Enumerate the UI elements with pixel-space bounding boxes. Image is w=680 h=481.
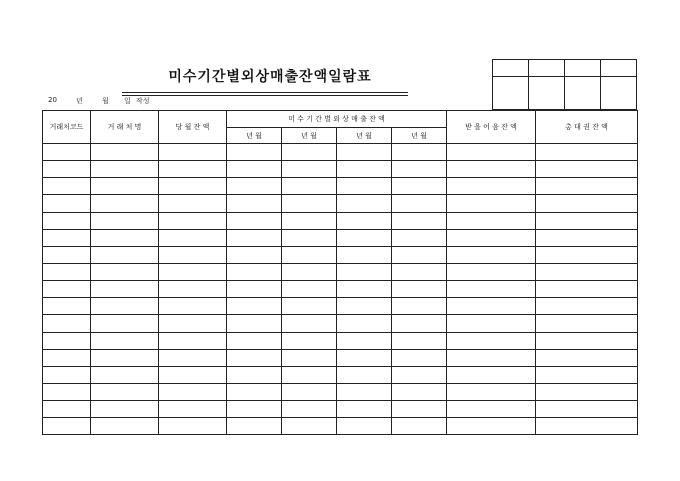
table-cell (43, 212, 91, 229)
table-cell (536, 281, 638, 298)
table-cell (447, 349, 536, 366)
table-cell (227, 212, 282, 229)
approval-box (492, 59, 637, 110)
table-cell (337, 212, 392, 229)
table-cell (282, 349, 337, 366)
table-cell (91, 161, 159, 178)
document-title: 미수기간별외상매출잔액일람표 (168, 69, 372, 85)
table-cell (536, 315, 638, 332)
table-cell (227, 178, 282, 195)
table-cell (227, 161, 282, 178)
table-cell (447, 246, 536, 263)
table-cell (282, 212, 337, 229)
table-cell (159, 212, 227, 229)
table-cell (91, 418, 159, 435)
table-cell (91, 349, 159, 366)
table-cell (43, 418, 91, 435)
table-cell (159, 383, 227, 400)
table-cell (337, 401, 392, 418)
table-cell (282, 315, 337, 332)
table-cell (282, 281, 337, 298)
table-cell (227, 315, 282, 332)
table-cell (159, 246, 227, 263)
table-cell (91, 263, 159, 280)
table-cell (447, 332, 536, 349)
table-cell (536, 366, 638, 383)
table-cell (536, 263, 638, 280)
table-cell (536, 332, 638, 349)
header-period-col: 년 월 (392, 128, 447, 144)
table-cell (337, 366, 392, 383)
table-cell (43, 161, 91, 178)
table-cell (227, 229, 282, 246)
table-cell (536, 212, 638, 229)
table-cell (536, 298, 638, 315)
table-cell (536, 144, 638, 161)
table-cell (91, 401, 159, 418)
table-cell (43, 178, 91, 195)
table-row (43, 332, 638, 349)
table-cell (392, 332, 447, 349)
approval-cell (565, 77, 601, 110)
date-year-prefix: 20 (48, 96, 57, 104)
table-cell (43, 401, 91, 418)
table-cell (337, 315, 392, 332)
table-cell (91, 212, 159, 229)
table-row (43, 383, 638, 400)
table-cell (392, 418, 447, 435)
table-row (43, 281, 638, 298)
table-cell (43, 229, 91, 246)
table-cell (282, 178, 337, 195)
table-cell (392, 298, 447, 315)
table-cell (337, 332, 392, 349)
table-cell (91, 144, 159, 161)
table-row (43, 315, 638, 332)
table-cell (159, 332, 227, 349)
table-cell (337, 195, 392, 212)
table-cell (447, 161, 536, 178)
table-cell (337, 281, 392, 298)
table-row (43, 178, 638, 195)
receivables-table (42, 110, 638, 435)
table-row (43, 418, 638, 435)
table-cell (447, 195, 536, 212)
table-cell (43, 366, 91, 383)
table-row (43, 349, 638, 366)
table-cell (43, 281, 91, 298)
table-cell (159, 315, 227, 332)
table-cell (282, 383, 337, 400)
date-day-label: 일 (124, 97, 131, 105)
table-cell (159, 263, 227, 280)
table-cell (159, 281, 227, 298)
table-cell (337, 246, 392, 263)
approval-cell (493, 60, 529, 77)
table-cell (392, 383, 447, 400)
header-client-code: 거래처코드 (43, 111, 91, 144)
table-cell (536, 178, 638, 195)
table-cell (159, 366, 227, 383)
header-client-name: 거 래 처 명 (91, 111, 159, 144)
table-cell (392, 349, 447, 366)
table-row (43, 298, 638, 315)
table-cell (447, 144, 536, 161)
table-cell (91, 315, 159, 332)
table-cell (392, 246, 447, 263)
table-cell (159, 401, 227, 418)
table-cell (227, 246, 282, 263)
date-written-label: 작성 (136, 97, 150, 105)
table-cell (91, 195, 159, 212)
table-cell (227, 263, 282, 280)
table-cell (392, 144, 447, 161)
table-cell (43, 315, 91, 332)
table-cell (227, 366, 282, 383)
table-cell (43, 144, 91, 161)
table-cell (159, 349, 227, 366)
table-cell (392, 161, 447, 178)
table-cell (282, 229, 337, 246)
header-month-balance: 당 월 잔 액 (159, 111, 227, 144)
table-cell (91, 178, 159, 195)
table-cell (43, 332, 91, 349)
table-cell (447, 418, 536, 435)
table-row (43, 263, 638, 280)
header-period-group: 미 수 기 간 별 외 상 매 출 잔 액 (227, 111, 447, 128)
table-cell (282, 418, 337, 435)
table-cell (43, 298, 91, 315)
table-cell (536, 401, 638, 418)
table-cell (337, 178, 392, 195)
table-cell (536, 246, 638, 263)
table-cell (447, 212, 536, 229)
table-row (43, 246, 638, 263)
table-body (43, 144, 638, 435)
table-cell (43, 383, 91, 400)
table-cell (91, 366, 159, 383)
table-cell (337, 383, 392, 400)
table-cell (159, 178, 227, 195)
table-cell (447, 178, 536, 195)
table-cell (159, 161, 227, 178)
table-row (43, 161, 638, 178)
header-period-col: 년 월 (227, 128, 282, 144)
table-cell (337, 298, 392, 315)
date-year-label: 년 (76, 97, 83, 105)
table-row (43, 229, 638, 246)
table-row (43, 212, 638, 229)
table-cell (91, 298, 159, 315)
table-cell (227, 401, 282, 418)
table-cell (337, 349, 392, 366)
table-cell (447, 383, 536, 400)
table-cell (227, 144, 282, 161)
table-cell (447, 263, 536, 280)
table-cell (392, 281, 447, 298)
table-cell (282, 246, 337, 263)
table-cell (536, 418, 638, 435)
table-cell (447, 298, 536, 315)
table-row (43, 144, 638, 161)
table-cell (43, 263, 91, 280)
table-cell (227, 332, 282, 349)
approval-cell (529, 60, 565, 77)
table-cell (282, 263, 337, 280)
table-cell (282, 332, 337, 349)
table-cell (227, 383, 282, 400)
table-cell (392, 212, 447, 229)
header-period-col: 년 월 (282, 128, 337, 144)
table-cell (159, 418, 227, 435)
table-cell (447, 366, 536, 383)
table-cell (227, 298, 282, 315)
table-cell (337, 229, 392, 246)
approval-cell (601, 60, 637, 77)
table-row (43, 366, 638, 383)
table-cell (536, 383, 638, 400)
table-cell (227, 418, 282, 435)
table-cell (159, 144, 227, 161)
table-cell (91, 281, 159, 298)
header-notes-balance: 받 을 어 음 잔 액 (447, 111, 536, 144)
approval-cell (493, 77, 529, 110)
table-cell (337, 144, 392, 161)
table-cell (536, 195, 638, 212)
header-period-col: 년 월 (337, 128, 392, 144)
table-cell (159, 229, 227, 246)
table-cell (447, 281, 536, 298)
table-cell (159, 195, 227, 212)
table-cell (337, 161, 392, 178)
approval-cell (601, 77, 637, 110)
table-row (43, 401, 638, 418)
table-cell (392, 178, 447, 195)
table-cell (159, 298, 227, 315)
header-total-balance: 총 대 권 잔 액 (536, 111, 638, 144)
table-cell (43, 195, 91, 212)
table-cell (282, 298, 337, 315)
approval-cell (529, 77, 565, 110)
table-cell (392, 263, 447, 280)
table-cell (43, 246, 91, 263)
table-cell (282, 161, 337, 178)
table-cell (536, 229, 638, 246)
table-cell (392, 366, 447, 383)
table-cell (282, 366, 337, 383)
table-cell (536, 349, 638, 366)
table-cell (227, 349, 282, 366)
table-cell (337, 263, 392, 280)
table-cell (447, 315, 536, 332)
title-double-underline (122, 92, 408, 96)
table-cell (392, 195, 447, 212)
table-cell (536, 161, 638, 178)
table-cell (392, 229, 447, 246)
table-cell (337, 418, 392, 435)
table-cell (447, 229, 536, 246)
table-cell (227, 195, 282, 212)
date-month-label: 월 (102, 97, 109, 105)
table-row (43, 195, 638, 212)
table-cell (282, 401, 337, 418)
table-cell (282, 195, 337, 212)
approval-cell (565, 60, 601, 77)
table-cell (447, 401, 536, 418)
table-cell (91, 229, 159, 246)
table-cell (392, 315, 447, 332)
table-cell (91, 332, 159, 349)
table-cell (227, 281, 282, 298)
table-cell (282, 144, 337, 161)
table-cell (392, 401, 447, 418)
table-cell (91, 383, 159, 400)
table-cell (91, 246, 159, 263)
table-cell (43, 349, 91, 366)
